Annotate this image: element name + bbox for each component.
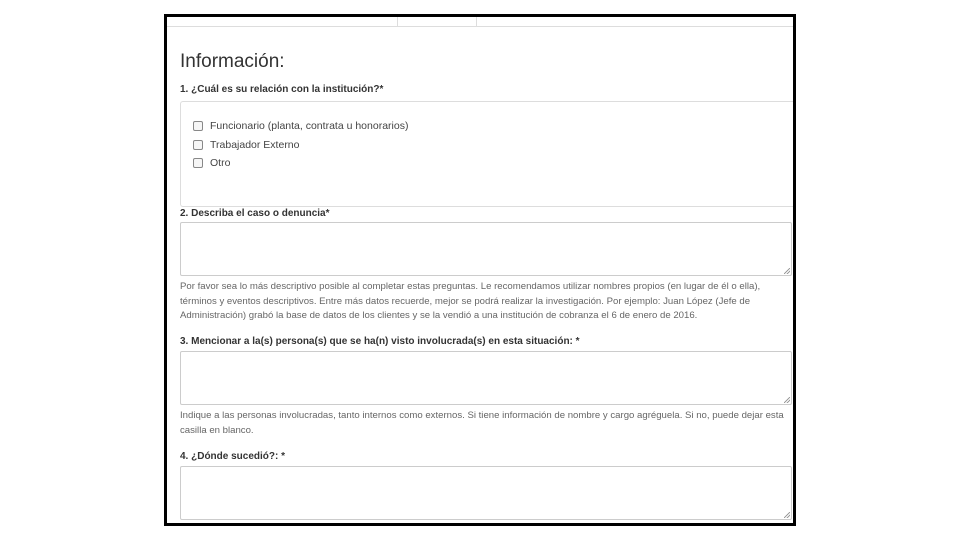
- checkbox[interactable]: [193, 158, 203, 168]
- checkbox[interactable]: [193, 121, 203, 131]
- required-mark: *: [325, 208, 330, 219]
- required-mark: *: [575, 336, 580, 347]
- question-4-label: [180, 451, 285, 462]
- resize-handle-icon[interactable]: [784, 512, 790, 518]
- option-trabajador-externo[interactable]: [193, 139, 300, 151]
- question-3-help: Indique a las personas involucradas, tanto internos como externos. Si tiene información de nombre y cargo agréguela. Si no, puede dejar esta casilla en blanco.: [180, 410, 784, 436]
- relation-options-group: [180, 101, 796, 207]
- question-2-help: Por favor sea lo más descriptivo posible al completar estas preguntas. Le recomendamos utilizar nombres propios (en lugar de él o ella), términos y eventos descriptivos. Entre más datos recuerde, mejor se podrá realizar la investigación. Por ejemplo: Juan López (Jefe de Administración) grabó la base de datos de los clientes y se la vendió a una institución de cobranza el 6 de enero de 2016.: [180, 281, 761, 321]
- question-2-label: [180, 208, 330, 219]
- location-textarea[interactable]: [180, 466, 792, 520]
- resize-handle-icon[interactable]: [784, 268, 790, 274]
- question-3-text: 3. Mencionar a la(s) persona(s) que se ha(n) visto involucrada(s) en esta situación:: [180, 336, 573, 347]
- required-mark: *: [379, 84, 384, 95]
- involved-persons-textarea[interactable]: [180, 351, 792, 405]
- tab-strip: [167, 17, 793, 27]
- option-funcionario[interactable]: [193, 120, 408, 132]
- question-2-text: 2. Describa el caso o denuncia: [180, 208, 326, 219]
- required-mark: *: [281, 451, 286, 462]
- case-description-textarea[interactable]: [180, 222, 792, 276]
- question-1-text: 1. ¿Cuál es su relación con la institución?: [180, 84, 380, 95]
- question-4-text: 4. ¿Dónde sucedió?:: [180, 451, 279, 462]
- active-tab[interactable]: [397, 17, 477, 26]
- option-label: Funcionario (planta, contrata u honorarios): [210, 120, 409, 132]
- section-title: Información:: [180, 51, 285, 72]
- tab-divider: [167, 26, 793, 27]
- form-frame: [164, 14, 796, 526]
- option-label: Otro: [210, 157, 231, 169]
- checkbox[interactable]: [193, 140, 203, 150]
- option-otro[interactable]: [193, 157, 230, 169]
- question-1-label: [180, 84, 383, 95]
- option-label: Trabajador Externo: [210, 139, 300, 151]
- resize-handle-icon[interactable]: [784, 397, 790, 403]
- question-3-label: [180, 336, 580, 347]
